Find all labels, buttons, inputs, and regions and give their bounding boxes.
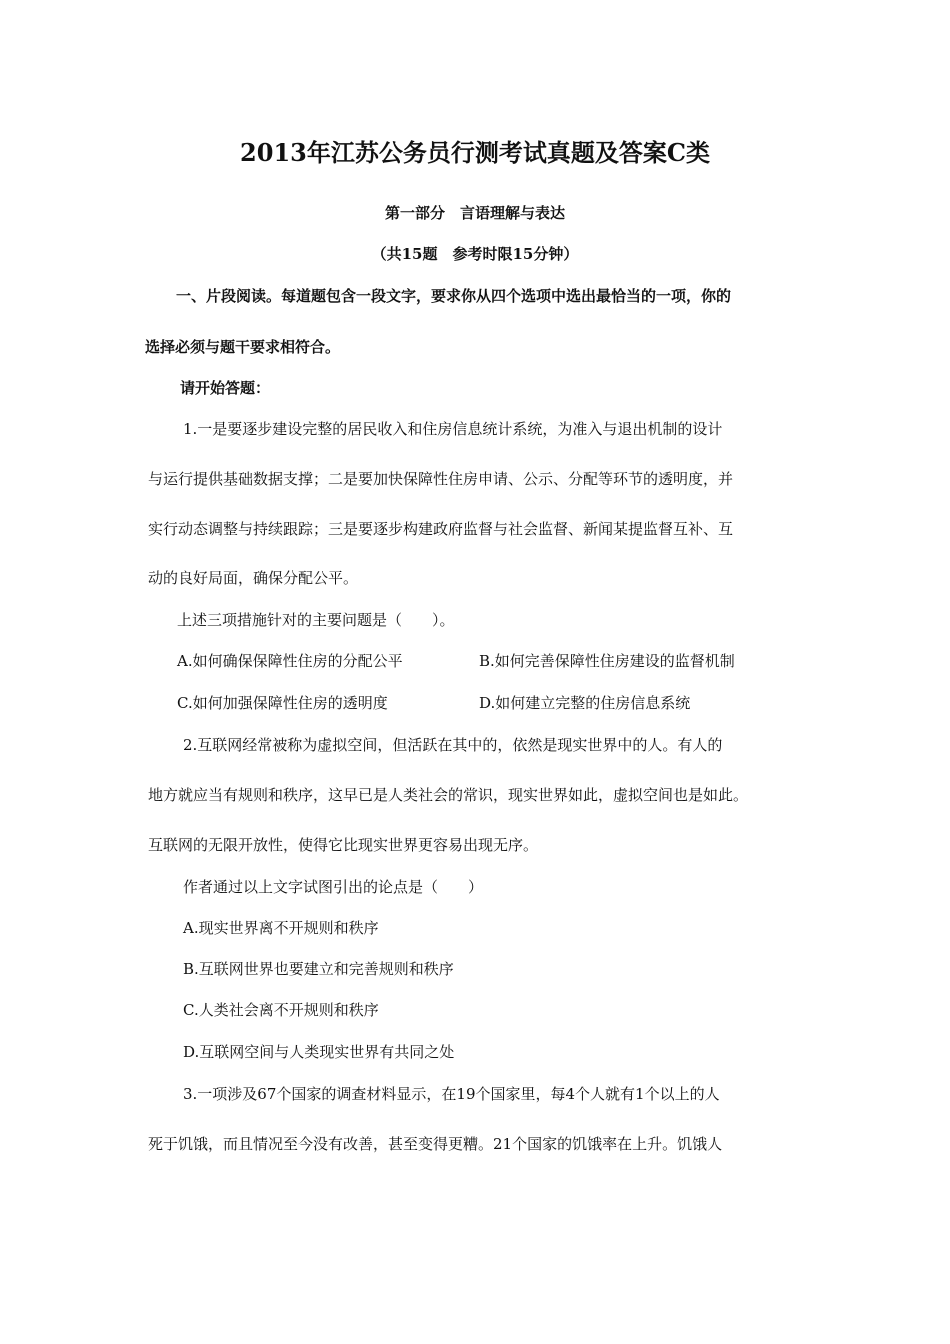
q2-option-b: B.互联网世界也要建立和完善规则和秩序 — [183, 960, 454, 978]
q1-question: 上述三项措施针对的主要问题是（ ）。 — [177, 611, 455, 629]
q2-option-d: D.互联网空间与人类现实世界有共同之处 — [183, 1043, 455, 1061]
part-heading: 第一部分 言语理解与表达 — [384, 204, 565, 222]
part-subheading: （共15题 参考时限15分钟） — [371, 245, 579, 263]
q3-line-2: 死于饥饿，而且情况至今没有改善，甚至变得更糟。21个国家的饥饿率在上升。饥饿人 — [148, 1135, 723, 1153]
q1-line-1: 1.一是要逐步建设完整的居民收入和住房信息统计系统，为准入与退出机制的设计 — [183, 420, 723, 438]
section-intro-line-1: 一、片段阅读。每道题包含一段文字，要求你从四个选项中选出最恰当的一项，你的 — [176, 287, 732, 305]
q1-option-b: B.如何完善保障性住房建设的监督机制 — [479, 652, 735, 670]
document-title: 2013年江苏公务员行测考试真题及答案C类 — [240, 138, 710, 167]
q1-line-3: 实行动态调整与持续跟踪；三是要逐步构建政府监督与社会监督、新闻某提监督互补、互 — [148, 520, 734, 538]
q1-line-2: 与运行提供基础数据支撑；二是要加快保障性住房申请、公示、分配等环节的透明度，并 — [148, 470, 734, 488]
q1-line-4: 动的良好局面，确保分配公平。 — [148, 569, 359, 587]
q1-option-c: C.如何加强保障性住房的透明度 — [177, 694, 388, 712]
q1-option-a: A.如何确保保障性住房的分配公平 — [177, 652, 403, 670]
q2-option-a: A.现实世界离不开规则和秩序 — [183, 919, 379, 937]
q2-line-3: 互联网的无限开放性，使得它比现实世界更容易出现无序。 — [148, 836, 539, 854]
q2-line-1: 2.互联网经常被称为虚拟空间，但活跃在其中的，依然是现实世界中的人。有人的 — [183, 736, 723, 754]
q2-option-c: C.人类社会离不开规则和秩序 — [183, 1001, 379, 1019]
start-prompt: 请开始答题： — [180, 379, 271, 397]
q1-option-d: D.如何建立完整的住房信息系统 — [479, 694, 691, 712]
q2-line-2: 地方就应当有规则和秩序，这早已是人类社会的常识，现实世界如此，虚拟空间也是如此。 — [148, 786, 749, 804]
section-intro-line-2: 选择必须与题干要求相符合。 — [145, 338, 341, 356]
q2-question: 作者通过以上文字试图引出的论点是（ ） — [183, 878, 484, 896]
q3-line-1: 3.一项涉及67个国家的调查材料显示，在19个国家里，每4个人就有1个以上的人 — [183, 1085, 720, 1103]
